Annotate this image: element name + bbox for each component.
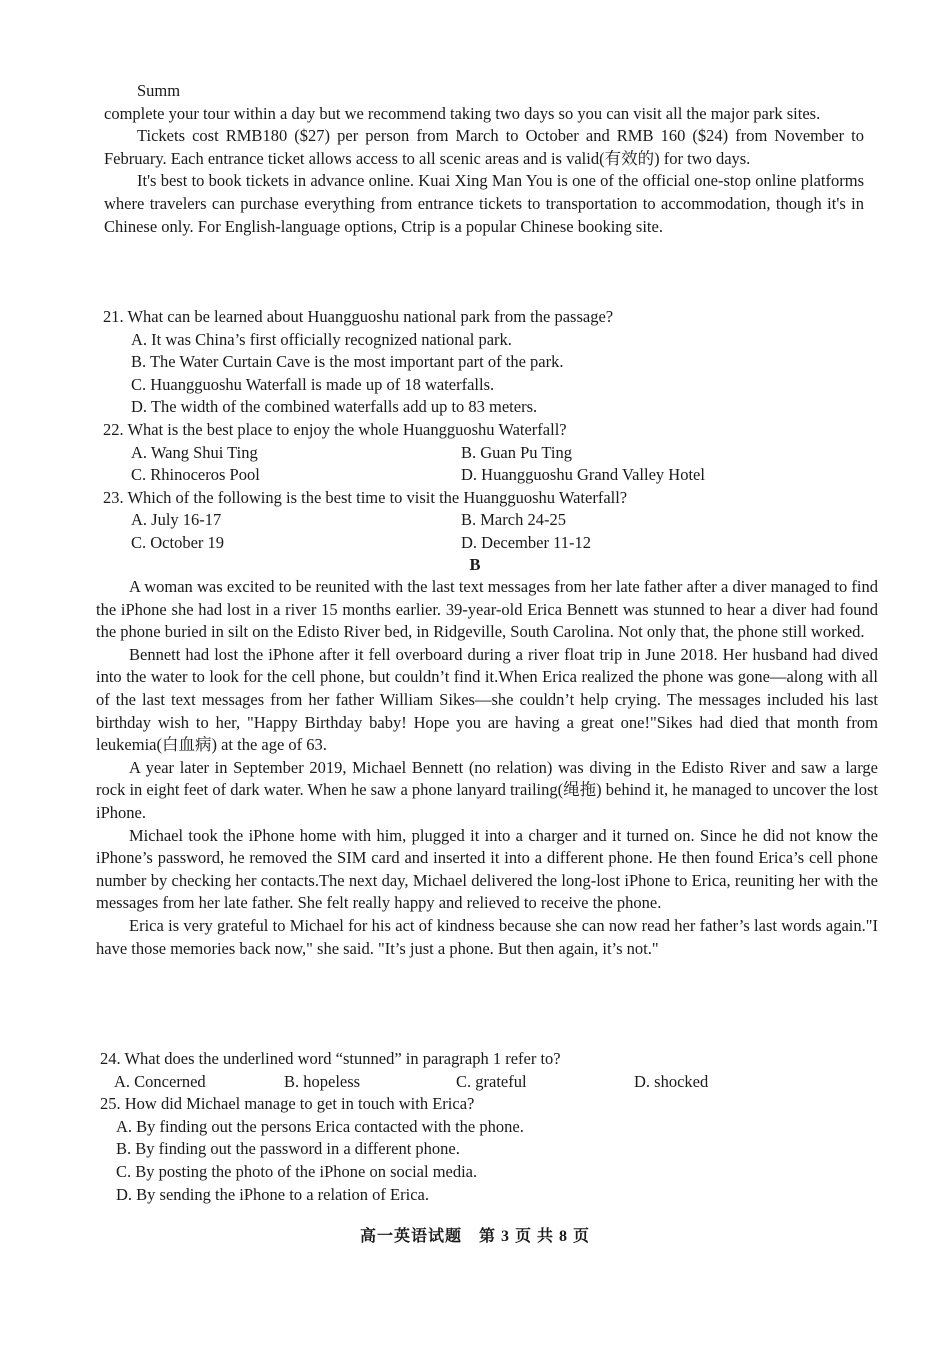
question-24-option-c: C. grateful: [456, 1071, 527, 1091]
question-24-options: [114, 1071, 870, 1094]
question-21: [103, 306, 860, 419]
question-21-option-a: A. It was China’s first officially recognized national park.: [131, 329, 512, 349]
question-22-option-b: B. Guan Pu Ting: [461, 442, 572, 462]
passage-b-paragraph-4: Michael took the iPhone home with him, plugged it into a charger and it turned on. Since he did not know the iPhone’s password, he removed the SIM card and inserted it into a different phone. He then found Erica’s cell phone number by checking her contacts.The next day, Michael delivered the long-lost iPhone to Erica, reuniting her with the messages from her late father. She felt really happy and relieved to receive the phone.: [96, 825, 878, 913]
question-21-option-c: C. Huangguoshu Waterfall is made up of 18 waterfalls.: [131, 374, 495, 394]
question-21-option-d: D. The width of the combined waterfalls add up to 83 meters.: [131, 397, 538, 417]
question-25: [100, 1093, 870, 1206]
question-23-stem: 23. Which of the following is the best time to visit the Huangguoshu Waterfall?: [103, 487, 628, 507]
question-25-option-b: B. By finding out the password in a different phone.: [116, 1139, 460, 1159]
question-23-option-b: B. March 24-25: [461, 510, 566, 530]
passage-a-paragraph-1: complete your tour within a day but we recommend taking two days so you can visit all the major park sites.: [104, 103, 821, 123]
question-23: [103, 487, 860, 555]
question-24-stem: 24. What does the underlined word “stunned” in paragraph 1 refer to?: [100, 1049, 561, 1068]
question-24: [100, 1048, 870, 1093]
questions-24-25: [0, 1048, 950, 1206]
question-22-option-a: A. Wang Shui Ting: [131, 442, 258, 462]
question-23-option-d: D. December 11-12: [461, 532, 591, 552]
question-24-option-a: A. Concerned: [114, 1071, 206, 1091]
passage-b-paragraph-1: A woman was excited to be reunited with the last text messages from her late father after a diver managed to find the iPhone she had lost in a river 15 months earlier. 39-year-old Erica Bennett was stunned to hear a diver had found the phone buried in silt on the Edisto River bed, in Ridgeville, South Carolina. Not only that, the phone still worked.: [96, 577, 878, 642]
page-footer: 高一英语试题 第 3 页 共 8 页: [359, 1228, 590, 1245]
passage-b-paragraph-5: Erica is very grateful to Michael for his act of kindness because she can now read her father’s last words again."I have those memories back now," she said. "It’s just a phone. But then again, it’s not.": [96, 915, 878, 958]
page-fragment: Summ: [137, 81, 181, 100]
question-22-options-row-1: [131, 442, 860, 465]
question-25-stem: 25. How did Michael manage to get in touch with Erica?: [100, 1094, 475, 1114]
question-23-options-row-1: [131, 509, 860, 532]
questions-21-23: [0, 306, 950, 555]
question-25-option-a: A. By finding out the persons Erica contacted with the phone.: [116, 1116, 524, 1136]
question-22: [103, 419, 860, 487]
passage-b: [0, 576, 950, 960]
question-23-options-row-2: [131, 532, 860, 555]
question-23-option-a: A. July 16-17: [131, 510, 222, 530]
passage-a-paragraph-3: It's best to book tickets in advance online. Kuai Xing Man You is one of the official one-stop online platforms where travelers can purchase everything from entrance tickets to transportation to accommodation, though it's in Chinese only. For English-language options, Ctrip is a popular Chinese booking site.: [104, 171, 864, 236]
question-23-option-c: C. October 19: [131, 532, 225, 552]
question-22-option-d: D. Huangguoshu Grand Valley Hotel: [461, 465, 705, 485]
question-24-option-d: D. shocked: [634, 1071, 709, 1091]
passage-b-paragraph-2: Bennett had lost the iPhone after it fell overboard during a river float trip in June 2018. Her husband had dived into the water to look for the cell phone, but couldn’t find it.When Erica realized the phone was gone—along with all of the last text messages from her father William Sikes—she couldn’t help crying. The messages included his last birthday wish to her, "Happy Birthday baby! Hope you are having a great one!"Sikes had died that month from leukemia(白血病) at the age of 63.: [96, 644, 878, 755]
question-21-option-b: B. The Water Curtain Cave is the most important part of the park.: [131, 352, 564, 372]
question-22-option-c: C. Rhinoceros Pool: [131, 465, 260, 485]
section-b-label: B: [469, 555, 481, 574]
question-25-option-d: D. By sending the iPhone to a relation of Erica.: [116, 1184, 429, 1204]
passage-a-paragraph-2: Tickets cost RMB180 ($27) per person from March to October and RMB 160 ($24) from November to February. Each entrance ticket allows access to all scenic areas and is valid(有效的) for two days.: [104, 126, 864, 168]
question-22-options-row-2: [131, 464, 860, 487]
passage-b-paragraph-3: A year later in September 2019, Michael Bennett (no relation) was diving in the Edisto River and saw a large rock in eight feet of dark water. When he saw a phone lanyard trailing(绳拖) behind it, he managed to uncover the lost iPhone.: [96, 757, 878, 822]
question-22-stem: 22. What is the best place to enjoy the whole Huangguoshu Waterfall?: [103, 419, 567, 439]
question-25-option-c: C. By posting the photo of the iPhone on social media.: [116, 1161, 478, 1181]
question-24-option-b: B. hopeless: [284, 1071, 361, 1091]
question-21-stem: 21. What can be learned about Huangguoshu national park from the passage?: [103, 307, 614, 326]
passage-a-tail: [0, 80, 950, 238]
